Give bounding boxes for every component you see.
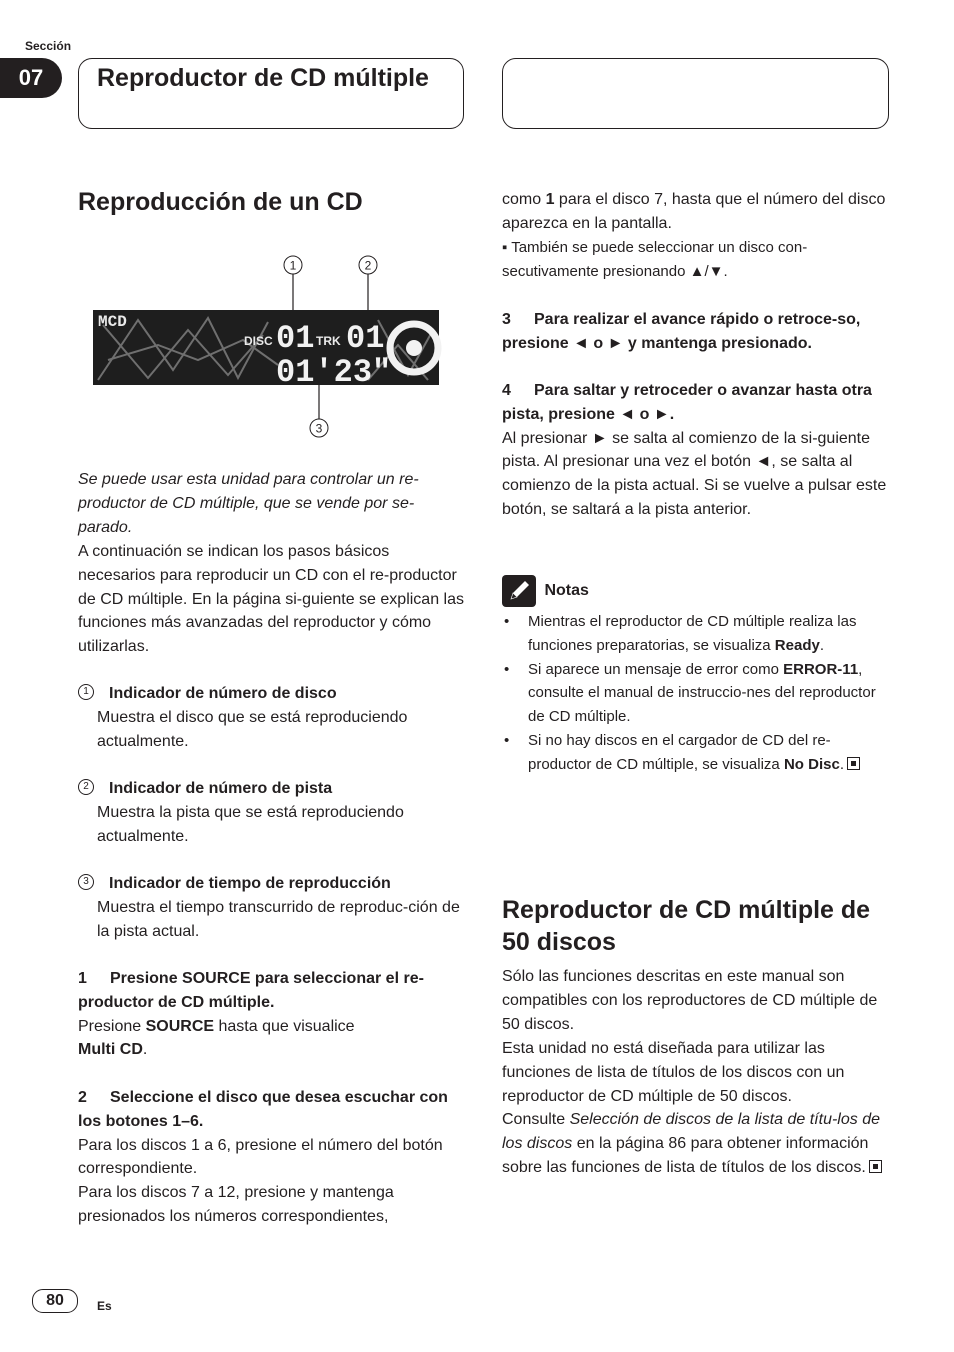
step-title: Para realizar el avance rápido o retroce-so, presione ◄ o ► y mantenga presionado. — [502, 311, 861, 352]
step-title: Seleccione el disco que desea escuchar con los botones 1–6. — [78, 1089, 448, 1130]
step-1: 1 Presione SOURCE para seleccionar el re-productor de CD múltiple. Presione SOURCE hasta que visualice Multi CD. — [78, 967, 466, 1062]
intro-paragraph: A continuación se indican los pasos básicos necesarios para reproducir un CD con el re-productor de CD múltiple. En la página si-guiente se explican las funciones más avanzadas del reproductor y cómo utilizarlas. — [78, 543, 464, 656]
step-body: Para los discos 7 a 12, presione y mantenga presionados los números correspondientes, — [78, 1184, 394, 1225]
lcd-mcd-text: MCD — [98, 313, 127, 331]
pencil-note-icon — [502, 575, 536, 607]
square-bullet-icon: ▪ — [502, 239, 512, 256]
step-3 — [502, 308, 892, 356]
step-number: 2 — [78, 1089, 87, 1106]
list-item: • Mientras el reproductor de CD múltiple realiza las funciones preparatorias, se visualiza Ready. — [502, 610, 892, 658]
callout-2-label: 2 — [364, 258, 372, 273]
item-body: Muestra el disco que se está reproduciendo actualmente. — [97, 708, 408, 750]
item-number-icon: 2 — [78, 779, 94, 795]
list-item: • Si aparece un mensaje de error como ERROR-11, consulte el manual de instruccio-nes del reproductor de CD múltiple. — [502, 658, 892, 729]
list-item — [78, 682, 466, 753]
lcd-display-figure — [78, 250, 466, 440]
intro-italic: Se puede usar esta unidad para controlar un re-productor de CD múltiple, que se vende por se-parado. — [78, 471, 419, 536]
paragraph: Sólo las funciones descritas en este manual son compatibles con los reproductores de CD múltiple de 50 discos. — [502, 968, 878, 1033]
notes-header — [502, 575, 892, 607]
step-text: hasta que visualice — [214, 1017, 355, 1035]
heading-reproduccion: Reproducción de un CD — [78, 188, 363, 216]
section-title-tab — [78, 58, 464, 129]
display-illustration — [78, 250, 466, 440]
lcd-disc-value: 01 — [276, 320, 315, 357]
paragraph: Esta unidad no está diseñada para utilizar las funciones de lista de títulos de los discos con un reproductor de CD múltiple de 50 discos. — [502, 1040, 845, 1105]
step-number: 1 — [78, 970, 87, 987]
item-number-icon: 1 — [78, 684, 94, 700]
section-blank-tab — [502, 58, 889, 129]
lcd-time-value: 01'23" — [276, 354, 392, 391]
continued-text: como 1 para el disco 7, hasta que el número del disco aparezca en la pantalla. — [502, 191, 886, 232]
section-number-badge: 07 — [0, 58, 62, 98]
end-mark-icon — [869, 1160, 882, 1173]
tip-text: ▪ También se puede seleccionar un disco con-secutivamente presionando ▲/▼. — [502, 239, 808, 280]
list-item: • Si no hay discos en el cargador de CD del re-productor de CD múltiple, se visualiza No Disc. — [502, 729, 892, 777]
step-body: Para los discos 1 a 6, presione el número del botón correspondiente. — [78, 1136, 443, 1178]
item-number-icon: 3 — [78, 874, 94, 890]
end-mark-icon — [847, 757, 860, 770]
step-4 — [502, 379, 892, 522]
section-title: Reproductor de CD múltiple — [97, 64, 429, 92]
item-title: Indicador de número de pista — [109, 780, 333, 797]
lcd-trk-label: TRK — [316, 334, 341, 348]
list-item — [78, 777, 466, 848]
item-body: Muestra el tiempo transcurrido de reproduc-ción de la pista actual. — [97, 898, 460, 940]
lcd-disc-label: DISC — [244, 334, 273, 348]
item-body: Muestra la pista que se está reproduciendo actualmente. — [97, 803, 404, 845]
step-body: Al presionar ► se salta al comienzo de la si-guiente pista. Al presionar una vez el botón ◄, se salta al comienzo de la pista actual. Si se vuelve a pulsar este botón, se saltará a la pista anterior. — [502, 429, 887, 518]
cross-reference: Selección de discos de la lista de títu-los de los discos — [502, 1111, 880, 1152]
source-key: SOURCE — [145, 1017, 215, 1035]
step-title: Para saltar y retroceder o avanzar hasta otra pista, presione ◄ o ►. — [502, 382, 872, 423]
item-title: Indicador de tiempo de reproducción — [109, 875, 391, 892]
multi-cd-label: Multi CD — [78, 1041, 143, 1059]
step-number: 3 — [502, 311, 511, 328]
lcd-trk-value: 01 — [346, 320, 385, 357]
heading-50-discos: Reproductor de CD múltiple de 50 discos — [502, 896, 871, 956]
callout-1-label: 1 — [289, 258, 297, 273]
step-text: Presione — [78, 1017, 146, 1035]
step-2 — [78, 1086, 466, 1229]
page-number: 80 — [32, 1289, 78, 1313]
paragraph: Consulte Selección de discos de la lista de títu-los de los discos en la página 86 para obtener información sobre las funciones de lista de títulos de los discos. — [502, 1111, 880, 1176]
list-item — [78, 872, 466, 943]
notes-title: Notas — [544, 582, 589, 600]
step-number: 4 — [502, 382, 511, 399]
item-title: Indicador de número de disco — [109, 685, 337, 702]
callout-3-label: 3 — [315, 421, 323, 436]
language-code: Es — [97, 1299, 112, 1313]
step-title: Presione SOURCE para seleccionar el re-productor de CD múltiple. — [78, 970, 424, 1011]
notes-list — [502, 610, 892, 777]
section-label: Sección — [25, 39, 72, 53]
